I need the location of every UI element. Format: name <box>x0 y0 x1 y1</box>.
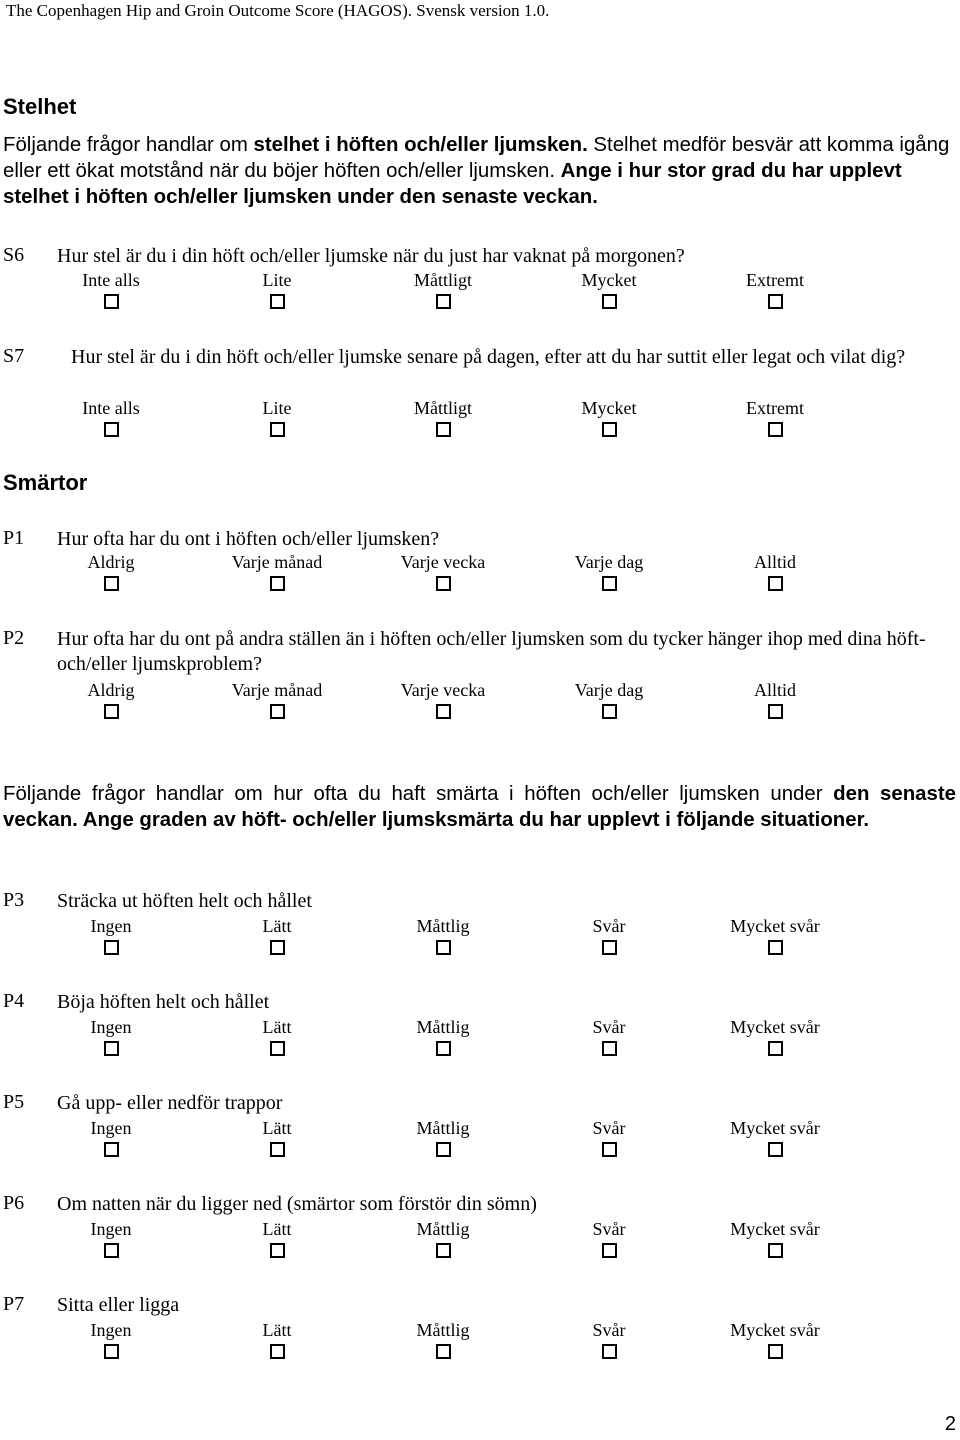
question-text: Hur stel är du i din höft och/eller ljumske senare på dagen, efter att du har suttit eller legat och vilat dig? <box>71 346 906 368</box>
answer-checkbox[interactable] <box>768 1041 783 1056</box>
answer-checkbox[interactable] <box>104 1243 119 1258</box>
intro-text-1: Följande frågor handlar om <box>3 134 254 156</box>
option-label: Svår <box>592 1219 626 1239</box>
option-label: Alltid <box>753 680 796 700</box>
question-text: Om natten när du ligger ned (smärtor som förstör din sömn) <box>57 1193 537 1215</box>
option-label: Lätt <box>262 1118 292 1138</box>
option-label: Aldrig <box>87 552 135 572</box>
option-label: Aldrig <box>87 680 135 700</box>
answer-checkbox[interactable] <box>436 1142 451 1157</box>
answer-checkbox[interactable] <box>436 422 451 437</box>
answer-checkbox[interactable] <box>768 1142 783 1157</box>
option-label: Ingen <box>90 1219 132 1239</box>
option-label: Ingen <box>90 1320 132 1340</box>
answer-checkbox[interactable] <box>768 294 783 309</box>
answer-checkbox[interactable] <box>270 940 285 955</box>
option-label: Varje dag <box>574 680 644 700</box>
question-text: Sträcka ut höften helt och hållet <box>57 890 312 912</box>
option-label: Lätt <box>262 916 292 936</box>
answer-checkbox[interactable] <box>270 1142 285 1157</box>
question-code: P5 <box>3 1091 25 1113</box>
answer-checkbox[interactable] <box>768 1344 783 1359</box>
answer-checkbox[interactable] <box>104 422 119 437</box>
question-text: Hur stel är du i din höft och/eller ljumske när du just har vaknat på morgonen? <box>57 245 685 267</box>
answer-checkbox[interactable] <box>768 940 783 955</box>
intro-bold-1: stelhet i höften och/eller ljumsken. <box>253 134 588 156</box>
option-label: Inte alls <box>82 270 140 290</box>
answer-checkbox[interactable] <box>270 294 285 309</box>
intro-text-2: Stelhet medför besvär att komma igång eller ett ökat motstånd när du böjer höften och/eller ljumsken. <box>3 134 950 182</box>
option-label: Varje månad <box>231 552 323 572</box>
option-label: Alltid <box>753 552 796 572</box>
answer-checkbox[interactable] <box>436 704 451 719</box>
option-label: Inte alls <box>82 398 140 418</box>
answer-checkbox[interactable] <box>602 940 617 955</box>
option-label: Extremt <box>746 398 804 418</box>
option-label: Måttlig <box>416 916 470 936</box>
answer-checkbox[interactable] <box>768 1243 783 1258</box>
option-label: Måttlig <box>416 1118 470 1138</box>
question-code: P1 <box>3 527 25 549</box>
answer-checkbox[interactable] <box>602 422 617 437</box>
answer-checkbox[interactable] <box>768 576 783 591</box>
answer-checkbox[interactable] <box>104 704 119 719</box>
answer-checkbox[interactable] <box>104 294 119 309</box>
option-label: Varje vecka <box>400 552 486 572</box>
answer-checkbox[interactable] <box>768 422 783 437</box>
option-label: Svår <box>592 1017 626 1037</box>
option-label: Måttlig <box>416 1320 470 1340</box>
answer-checkbox[interactable] <box>104 1142 119 1157</box>
answer-checkbox[interactable] <box>270 576 285 591</box>
option-label: Lätt <box>262 1017 292 1037</box>
answer-checkbox[interactable] <box>104 1344 119 1359</box>
option-label: Mycket svår <box>730 1118 820 1138</box>
answer-checkbox[interactable] <box>104 940 119 955</box>
option-label: Mycket svår <box>730 1320 820 1340</box>
section-title-stiffness: Stelhet <box>3 94 77 119</box>
option-label: Lite <box>262 270 292 290</box>
option-label: Extremt <box>746 270 804 290</box>
option-label: Varje vecka <box>400 680 486 700</box>
question-code: S7 <box>3 345 25 367</box>
stiffness-intro <box>3 132 956 210</box>
option-label: Varje månad <box>231 680 323 700</box>
option-label: Mycket svår <box>730 1017 820 1037</box>
answer-checkbox[interactable] <box>436 1243 451 1258</box>
answer-checkbox[interactable] <box>602 294 617 309</box>
pain-intro <box>3 781 956 833</box>
question-code: S6 <box>3 244 25 266</box>
question-code: P2 <box>3 627 25 649</box>
answer-checkbox[interactable] <box>768 704 783 719</box>
page-number: 2 <box>944 1413 956 1435</box>
option-label: Svår <box>592 916 626 936</box>
answer-checkbox[interactable] <box>270 704 285 719</box>
question-code: P4 <box>3 990 25 1012</box>
option-label: Måttligt <box>414 398 472 418</box>
answer-checkbox[interactable] <box>602 576 617 591</box>
question-code: P7 <box>3 1293 25 1315</box>
option-label: Varje dag <box>574 552 644 572</box>
option-label: Mycket <box>581 270 637 290</box>
option-label: Svår <box>592 1118 626 1138</box>
option-label: Måttlig <box>416 1219 470 1239</box>
question-text: Hur ofta har du ont i höften och/eller ljumsken? <box>57 528 440 550</box>
option-label: Ingen <box>90 916 132 936</box>
section-title-pain: Smärtor <box>3 470 88 495</box>
answer-checkbox[interactable] <box>602 1142 617 1157</box>
question-code: P3 <box>3 889 25 911</box>
answer-checkbox[interactable] <box>270 422 285 437</box>
question-text: Sitta eller ligga <box>57 1294 180 1316</box>
option-label: Måttligt <box>414 270 472 290</box>
option-label: Ingen <box>90 1118 132 1138</box>
answer-checkbox[interactable] <box>602 1243 617 1258</box>
option-label: Svår <box>592 1320 626 1340</box>
option-label: Lätt <box>262 1320 292 1340</box>
answer-checkbox[interactable] <box>270 1041 285 1056</box>
intro-text-1: Följande frågor handlar om hur ofta du haft smärta i höften och/eller ljumsken under <box>3 783 834 805</box>
question-text: Böja höften helt och hållet <box>57 991 270 1013</box>
answer-checkbox[interactable] <box>436 1344 451 1359</box>
answer-checkbox[interactable] <box>602 1344 617 1359</box>
option-label: Ingen <box>90 1017 132 1037</box>
answer-checkbox[interactable] <box>602 704 617 719</box>
option-label: Mycket <box>581 398 637 418</box>
answer-checkbox[interactable] <box>602 1041 617 1056</box>
option-label: Mycket svår <box>730 1219 820 1239</box>
answer-checkbox[interactable] <box>270 1344 285 1359</box>
answer-checkbox[interactable] <box>104 1041 119 1056</box>
option-label: Måttlig <box>416 1017 470 1037</box>
answer-checkbox[interactable] <box>436 1041 451 1056</box>
answer-checkbox[interactable] <box>436 940 451 955</box>
answer-checkbox[interactable] <box>104 576 119 591</box>
intro-bold-2: Ange i hur stor grad du har upplevt stelhet i höften och/eller ljumsken under den senaste veckan. <box>3 160 902 208</box>
question-text: Hur ofta har du ont på andra ställen än i höften och/eller ljumsken som du tycker hänger ihop med dina höft- och/eller ljumskproblem? <box>57 628 926 675</box>
answer-checkbox[interactable] <box>436 576 451 591</box>
intro-bold-1: den senaste veckan. Ange graden av höft- och/eller ljumsksmärta du har upplevt i följande situationer. <box>3 783 956 831</box>
document-header: The Copenhagen Hip and Groin Outcome Score (HAGOS). Svensk version 1.0. <box>6 1 550 20</box>
answer-checkbox[interactable] <box>436 294 451 309</box>
option-label: Mycket svår <box>730 916 820 936</box>
option-label: Lätt <box>262 1219 292 1239</box>
question-text: Gå upp- eller nedför trappor <box>57 1092 283 1114</box>
question-code: P6 <box>3 1192 25 1214</box>
answer-checkbox[interactable] <box>270 1243 285 1258</box>
option-label: Lite <box>262 398 292 418</box>
